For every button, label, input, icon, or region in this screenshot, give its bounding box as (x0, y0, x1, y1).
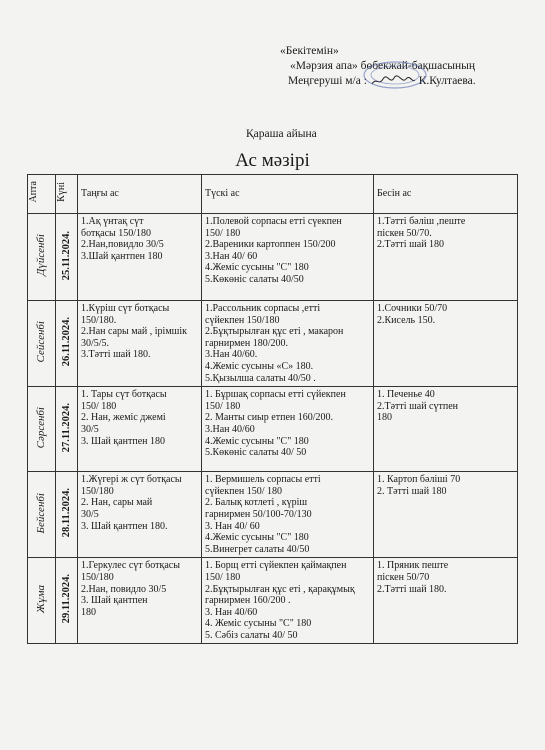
menu-item: 1.Полевой сорпасы етті сүекпен (205, 216, 342, 227)
menu-item: 1. Картоп бәліші 70 (377, 474, 461, 486)
menu-item: 5.Көкөніс салаты 40/50 (205, 273, 304, 285)
menu-item: 2. Нан, жеміс джемі (81, 412, 166, 424)
menu-item: сүйекпен 150/180 (205, 314, 280, 326)
menu-item: 1. Борщ етті сүйекпен қаймақпен (205, 560, 347, 572)
menu-item: 180 (81, 606, 96, 618)
menu-item: 3.Нан 40/60. (205, 349, 258, 361)
menu-item: 3.Нан 40/ 60 (205, 250, 258, 262)
menu-item: 30/5/5. (81, 337, 110, 349)
menu-item: 2. Балық котлеті , күріш (205, 497, 308, 509)
menu-item: 30/5 (81, 423, 99, 435)
snack-cell (374, 558, 518, 644)
snack-cell (374, 472, 518, 558)
menu-item: 5.Көкөніс салаты 40/ 50 (205, 447, 307, 459)
menu-item: 3. Нан 40/60 (205, 606, 258, 618)
menu-item: гарнирмен 160/200 . (205, 595, 291, 607)
date-cell: 26.11.2024. (56, 301, 78, 387)
menu-item: гарнирмен 50/100-70/130 (205, 508, 312, 520)
weekday-cell: Жұма (28, 558, 56, 644)
menu-item: 1. Печенье 40 (377, 389, 435, 401)
menu-item: 2.Кисель 150. (377, 314, 436, 326)
date-cell: 25.11.2024. (56, 214, 78, 301)
menu-item: 3. Шай қантпен 180. (81, 520, 168, 532)
menu-item: 1.Жүгері ж сүт ботқасы (81, 474, 182, 486)
breakfast-cell (78, 558, 202, 644)
breakfast-cell (78, 214, 202, 301)
menu-item: 4.Жеміс сусыны "С" 180 (205, 262, 309, 274)
menu-item: 180 (377, 412, 392, 424)
lunch-cell (202, 301, 374, 387)
menu-item: гарнирмен 180/200. (205, 337, 288, 349)
head-name: К.Култаева. (418, 75, 476, 87)
menu-item: 5. Сәбіз салаты 40/ 50 (205, 629, 298, 641)
menu-item: ботқасы 150/180 (81, 227, 152, 239)
table-header-row (28, 175, 518, 214)
menu-item: 1.Рассольник сорпасы ,етті (205, 303, 321, 314)
table-row (28, 214, 518, 301)
menu-item: 3. Нан 40/ 60 (205, 520, 260, 532)
menu-item: 30/5 (81, 508, 99, 520)
date-cell: 28.11.2024. (56, 472, 78, 558)
lunch-cell (202, 214, 374, 301)
menu-item: 2. Нан, сары май (81, 497, 153, 509)
breakfast-cell (78, 472, 202, 558)
menu-item: 2.Вареники картоппен 150/200 (205, 239, 336, 251)
table-row (28, 301, 518, 387)
menu-item: 1.Сочники 50/70 (377, 303, 448, 314)
snack-cell (374, 214, 518, 301)
menu-item: 2.Бұқтырылған құс еті , қарақұмық (205, 583, 355, 595)
menu-item: 1.Ақ үнтақ сүт (81, 216, 144, 227)
menu-item: 5.Қызылша салаты 40/50 . (205, 372, 316, 384)
month-label: Қараша айына (246, 128, 317, 140)
menu-item: 2.Тәтті шай 180. (377, 583, 447, 595)
breakfast-cell (78, 387, 202, 472)
menu-item: 1. Вермишель сорпасы етті (205, 474, 321, 486)
snack-cell (374, 387, 518, 472)
menu-item: 4.Жеміс сусыны «С» 180. (205, 360, 314, 372)
menu-item: 3.Нан 40/60 (205, 423, 255, 435)
menu-item: 150/ 180 (205, 571, 241, 583)
menu-item: 1.Күріш сүт ботқасы (81, 303, 170, 314)
header-week: Апта (28, 175, 56, 214)
header-breakfast: Таңғы ас (78, 175, 202, 214)
header-lunch: Түскі ас (202, 175, 374, 214)
weekday-cell: Сейсенбі (28, 301, 56, 387)
menu-item: 2. Манты сиыр етпен 160/200. (205, 412, 334, 424)
menu-table (27, 174, 518, 644)
menu-item: 150/180 (81, 571, 114, 583)
menu-item: 150/ 180 (205, 400, 241, 412)
approved-label: «Бекітемін» (280, 45, 339, 57)
table-row (28, 387, 518, 472)
lunch-cell (202, 558, 374, 644)
stamp-icon (362, 60, 428, 90)
menu-item: 3. Шай қантпен (81, 595, 148, 607)
date-cell: 27.11.2024. (56, 387, 78, 472)
menu-item: піскен 50/70 (377, 571, 430, 583)
header-day: Күні (56, 175, 78, 214)
organization-line: «Мәрзия апа» бөбекжай-бақшасының (290, 60, 476, 72)
menu-item: 1. Тары сүт ботқасы (81, 389, 167, 401)
menu-item: сүйекпен 150/ 180 (205, 485, 283, 497)
menu-item: піскен 50/70. (377, 227, 432, 239)
head-label: Меңгеруші м/а : (288, 75, 367, 87)
date-cell: 29.11.2024. (56, 558, 78, 644)
menu-item: 3.Шай қантпен 180 (81, 250, 163, 262)
snack-cell (374, 301, 518, 387)
menu-item: 2.Нан сары май , ірімшік (81, 326, 188, 338)
weekday-cell: Сәрсенбі (28, 387, 56, 472)
menu-item: 1. Бұршақ сорпасы етті сүйекпен (205, 389, 346, 401)
weekday-cell: Бейсенбі (28, 472, 56, 558)
table-row (28, 472, 518, 558)
menu-item: 1.Тәтті бәліш ,пеште (377, 216, 466, 227)
menu-item: 2.Бұқтырылған құс еті , макарон (205, 326, 344, 338)
menu-item: 4. Жеміс сусыны "С" 180 (205, 618, 312, 630)
menu-item: 4.Жеміс сусыны "С" 180 (205, 532, 309, 544)
menu-item: 2.Нан, повидло 30/5 (81, 583, 167, 595)
menu-item: 3. Шай қантпен 180 (81, 435, 166, 447)
weekday-cell: Дүйсенбі (28, 214, 56, 301)
menu-item: 5.Винегрет салаты 40/50 (205, 543, 310, 555)
menu-item: 150/ 180 (81, 400, 117, 412)
menu-item: 2.Тәтті шай 180 (377, 239, 445, 251)
menu-item: 150/180. (81, 314, 117, 326)
menu-item: 1.Геркулес сүт ботқасы (81, 560, 180, 572)
menu-item: 4.Жеміс сусыны "С" 180 (205, 435, 309, 447)
lunch-cell (202, 472, 374, 558)
breakfast-cell (78, 301, 202, 387)
page-title: Ас мәзірі (235, 150, 310, 171)
menu-item: 2. Тәтті шай 180 (377, 485, 447, 497)
lunch-cell (202, 387, 374, 472)
menu-item: 2.Нан,повидло 30/5 (81, 239, 164, 251)
table-row (28, 558, 518, 644)
menu-item: 3.Тәтті шай 180. (81, 349, 151, 361)
menu-item: 150/180 (81, 485, 114, 497)
menu-item: 2.Тәтті шай сүтпен (377, 400, 459, 412)
menu-item: 1. Пряник пеште (377, 560, 449, 572)
menu-item: 150/ 180 (205, 227, 241, 239)
header-snack: Бесін ас (374, 175, 518, 214)
